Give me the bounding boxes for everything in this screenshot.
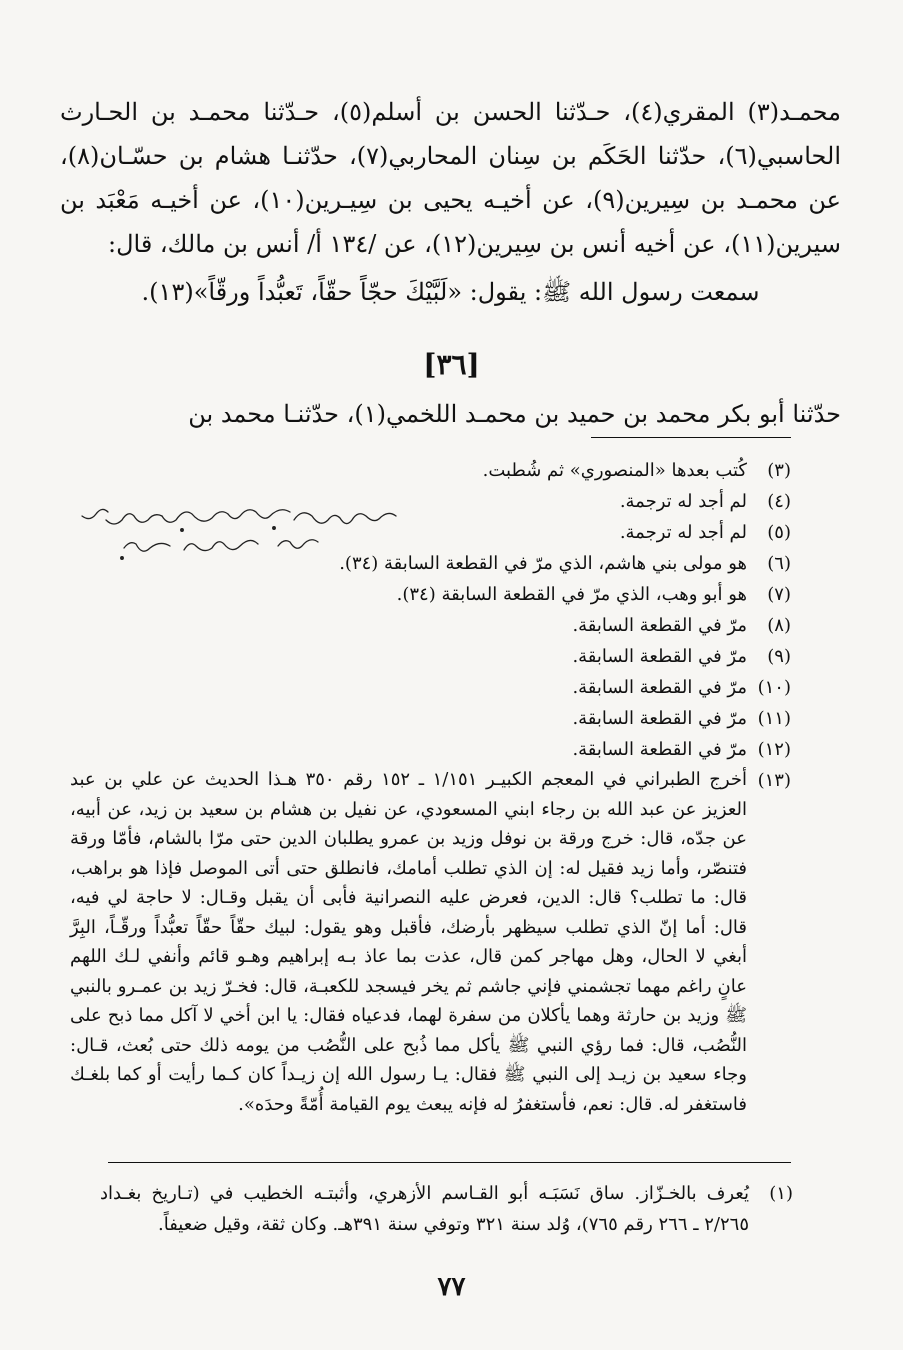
footnote-text: مرّ في القطعة السابقة. bbox=[572, 615, 747, 636]
isnad-text: محمـد(٣) المقري(٤)، حـدّثنا الحسن بن أسلم(٥)، حـدّثنا محمـد بن الحـارث الحاسبي(٦)، حدّثنا الحَكَم بن سِنان المحاربي(٧)، حدّثنـا هشام بن حسّـان(٨)، عن محمـد بن سِيرين(٩)، عن أخيـه يحيى بن سِيـرين(١٠)، عن أخيـه مَعْبَد بن سيرين(١١)، عن أخيه أنس بن سِيرين(١٢)، عن /١٣٤ أ/ أنس بن مالك، قال: bbox=[60, 98, 842, 258]
section-paragraph: حدّثنا أبو بكر محمد بن حميد بن محمـد اللخمي(١)، حدّثنـا محمد بن bbox=[188, 400, 841, 428]
footnote-number: (٥) bbox=[767, 522, 791, 543]
footnote-text: مرّ في القطعة السابقة. bbox=[572, 646, 747, 667]
footnote-text: مرّ في القطعة السابقة. bbox=[572, 708, 747, 729]
footnote-number: (١٠) bbox=[757, 677, 791, 698]
footnote bbox=[70, 734, 791, 765]
handwritten-annotation bbox=[78, 498, 398, 584]
footnote-number: (٩) bbox=[767, 646, 791, 667]
footnote-divider-bottom bbox=[108, 1162, 791, 1163]
footnote-text: كُتب بعدها «المنصوري» ثم شُطبت. bbox=[482, 460, 747, 481]
footnote-text: هو أبو وهب، الذي مرّ في القطعة السابقة (٣٤). bbox=[396, 584, 747, 605]
footnote-number: (٦) bbox=[767, 553, 791, 574]
footnote-divider bbox=[591, 437, 791, 438]
footnote-number: (٨) bbox=[767, 615, 791, 636]
footnote-text: هو مولى بني هاشم، الذي مرّ في القطعة السابقة (٣٤). bbox=[339, 553, 747, 574]
footnote-text: يُعرف بالخـزّاز. ساق نَسَبَـه أبو القـاسم الأزهري، وأثبتـه الخطيب في (تـاريخ بغـداد ٢/٢٦٥ ـ ٢٦٦ رقم ٧٦٥)، وُلد سنة ٣٢١ وتوفي سنة ٣٩١هـ. وكان ثقة، وقيل ضعيفاً. bbox=[100, 1183, 749, 1235]
footnote bbox=[70, 641, 791, 672]
hadith-text: سمعت رسول الله ﷺ: يقول: «لَبَّيْكَ حجّاً حقّاً، تَعبُّداً ورقّاً»(١٣). bbox=[141, 278, 760, 306]
page-number: ٧٧ bbox=[437, 1272, 466, 1302]
section-number: [٣٦] bbox=[423, 348, 480, 381]
footnote-text: لم أجد له ترجمة. bbox=[619, 522, 747, 543]
footnote-text: أخرج الطبراني في المعجم الكبيـر ١/١٥١ ـ ١٥٢ رقم ٣٥٠ هـذا الحديث عن علي بن عبد العزيز عن عبد الله بن رجاء ابني المسعودي، عن نفيل بن هشام بن سعيد بن زيد، عن أبيه، عن جدّه، قال: خرج ورقة بن نوفل وزيد بن عمرو يطلبان الدين حتى مرّا بالشام، فأمّا ورقة فتنصّر، وأما زيد فقيل له: إن الذي تطلب أمامك، فانطلق حتى أتى الموصل فإذا هو براهب، قال: ما تطلب؟ قال: الدين، فعرض عليه النصرانية فأبى أن يقبل وقـال: لا حاجة لي فيه، قال: أما إنّ الذي تطلب سيظهر بأرضك، فأقبل وهو يقول: لبيك حقّاً حقّاً تعبُّداً ورقّـاً، البِرَّ أبغي لا الحال، وهل مهاجر كمن قال، عذت بما عاذ بـه إبراهيم وهـو قائم وأنفي لـك اللهم عانٍ راغم مهما تجشمني فإني جاشم ثم يخر فيسجد للكعبـة، قال: فخـرّ زيد بن عمـرو بالنبي ﷺ وزيد بن حارثة وهما يأكلان من سفرة لهما، فدعياه فقال: يا ابن أخي لا آكل مما ذبح على النُّصُب، قال: فما رؤي النبي ﷺ يأكل مما ذُبح على النُّصُب من يومه ذلك حتى بُعث، قـال: وجاء سعيد بن زيـد إلى النبي ﷺ فقال: يـا رسول الله إن زيـداً كان كـما رأيت أو كما بلغـك فاستغفر له. قال: نعم، فأستغفرُ له فإنه يبعث يوم القيامة أُمّةً وحدَه». bbox=[70, 769, 747, 1115]
footnote-text: مرّ في القطعة السابقة. bbox=[572, 677, 747, 698]
footnote bbox=[70, 610, 791, 641]
footnote-number: (١١) bbox=[757, 708, 791, 729]
footnote-long bbox=[70, 765, 791, 1119]
footnote-text: مرّ في القطعة السابقة. bbox=[572, 739, 747, 760]
footnote bbox=[70, 703, 791, 734]
footnote-number: (٧) bbox=[767, 584, 791, 605]
footnote bbox=[70, 672, 791, 703]
footnote-number: (٤) bbox=[767, 491, 791, 512]
footnote-number: (٣) bbox=[767, 460, 791, 481]
footnote-number: (١٣) bbox=[757, 770, 791, 791]
footnote-text: لم أجد له ترجمة. bbox=[619, 491, 747, 512]
footnote-number: (١٢) bbox=[757, 739, 791, 760]
footnote bbox=[70, 455, 791, 486]
hadith-chain-paragraph bbox=[60, 90, 841, 314]
footnote-bottom bbox=[100, 1178, 793, 1240]
footnote-number: (١) bbox=[769, 1183, 793, 1204]
